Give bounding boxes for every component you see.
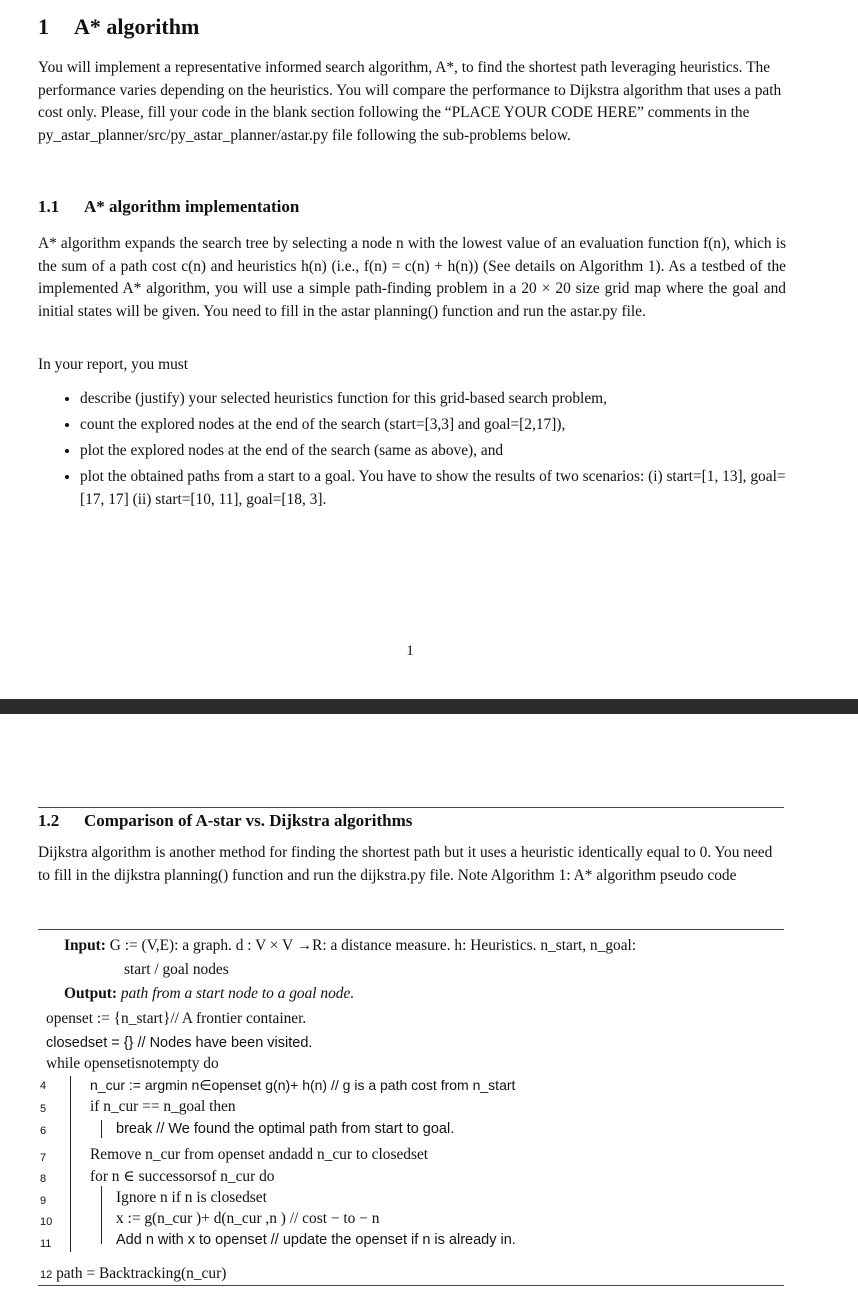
line-number: 8 [40,1173,47,1185]
algorithm-line-4: n_cur := argmin n∈openset g(n)+ h(n) // g is a path cost from n_start [90,1077,516,1093]
algorithm-line-5: if n_cur == n_goal then [90,1098,236,1115]
line-number: 9 [40,1195,47,1207]
algorithm-line-8: for n ∈ successorsof n_cur do [90,1168,275,1185]
section-1-heading [38,14,199,40]
algorithm-line-11: Add n with x to openset // update the openset if n is already in. [116,1232,516,1248]
algorithm-line-10: x := g(n_cur )+ d(n_cur ,n ) // cost − to − n [116,1210,380,1227]
for-scope-bar [101,1186,102,1244]
algorithm-line-2: closedset = {} // Nodes have been visited. [46,1035,313,1051]
algorithm-bottom-rule [38,1285,784,1286]
page-break-divider [0,699,858,714]
algorithm-output [64,985,354,1003]
page-number: 1 [406,643,414,659]
algorithm-line-7: Remove n_cur from openset andadd n_cur to closedset [90,1146,429,1163]
list-item: • count the explored nodes at the end of the search (start=[3,3] and goal=[2,17]), [80,414,800,437]
while-scope-bar [70,1076,71,1252]
line-number: 4 [40,1080,47,1092]
algorithm-line-1: openset := {n_start}// A frontier container. [46,1010,307,1027]
intro-paragraph: You will implement a representative informed search algorithm, A*, to find the shortest path leveraging heuristics. The performance varies depending on the heuristics. You will compare the performance to Dijkstra algorithm that uses a path cost only. Please, fill your code in the blank section following the “PLACE YOUR CODE HERE” comments in the py_astar_planner/src/py_astar_planner/astar.py file following the sub-problems below. [38,59,782,144]
section-title: A* algorithm [74,14,200,39]
section-title: Comparison of A-star vs. Dijkstra algorithms [84,811,413,830]
line-number: 5 [40,1103,47,1115]
list-item: • plot the obtained paths from a start to a goal. You have to show the results of two scenarios: (i) start=[1, 13], goal=[17, 17] (ii) start=[10, 11], goal=[18, 3]. [80,466,800,511]
line-number: 10 [40,1216,53,1228]
output-label: Output: [64,985,118,1002]
astar-description-paragraph: A* algorithm expands the search tree by selecting a node n with the lowest value of an evaluation function f(n), which is the sum of a path cost c(n) and heuristics h(n) (i.e., f(n) = c(n) + h(n)) (See details on Algorithm 1). As a testbed of the implemented A* algorithm, you will use a simple path-finding problem in a 20 × 20 size grid map where the goal and initial states will be given. You need to fill in the astar planning() function and run the astar.py file. [38,235,786,320]
line-number: 12 [40,1269,53,1281]
algorithm-input-cont: start / goal nodes [124,961,229,978]
section-number: 1.2 [38,811,60,830]
section-number: 1 [38,14,49,39]
output-text: path from a start node to a goal node. [120,985,355,1002]
algorithm-line-9: Ignore n if n is closedset [116,1189,267,1206]
report-requirements-list [58,388,800,515]
if-scope-bar [101,1120,102,1138]
line-number: 11 [40,1238,52,1250]
algorithm-line-12 [40,1265,226,1283]
algorithm-line-3: while opensetisnotempty do [46,1055,219,1072]
line-number: 6 [40,1125,47,1137]
section-1-1-heading [38,197,299,217]
report-intro: In your report, you must [38,356,189,373]
comparison-paragraph: Dijkstra algorithm is another method for finding the shortest path but it uses a heuristic identically equal to 0. You need to fill in the dijkstra planning() function and run the dijkstra.py file. Note Algorithm 1: A* algorithm pseudo code [38,844,773,884]
input-label: Input: [64,937,106,954]
algorithm-top-rule [38,929,784,930]
section-title: A* algorithm implementation [84,197,300,216]
algorithm-line-6: break // We found the optimal path from start to goal. [116,1121,455,1137]
algorithm-input [64,937,636,955]
input-text: G := (V,E): a graph. d : V × V →R: a distance measure. h: Heuristics. n_start, n_goal: [109,937,637,954]
backtracking-statement: path = Backtracking(n_cur) [56,1265,227,1282]
line-number: 7 [40,1152,47,1164]
list-item: • describe (justify) your selected heuristics function for this grid-based search problem, [80,388,800,411]
section-number: 1.1 [38,197,60,216]
section-1-2-heading [38,811,412,831]
top-rule [38,807,784,808]
list-item: • plot the explored nodes at the end of the search (same as above), and [80,440,800,463]
